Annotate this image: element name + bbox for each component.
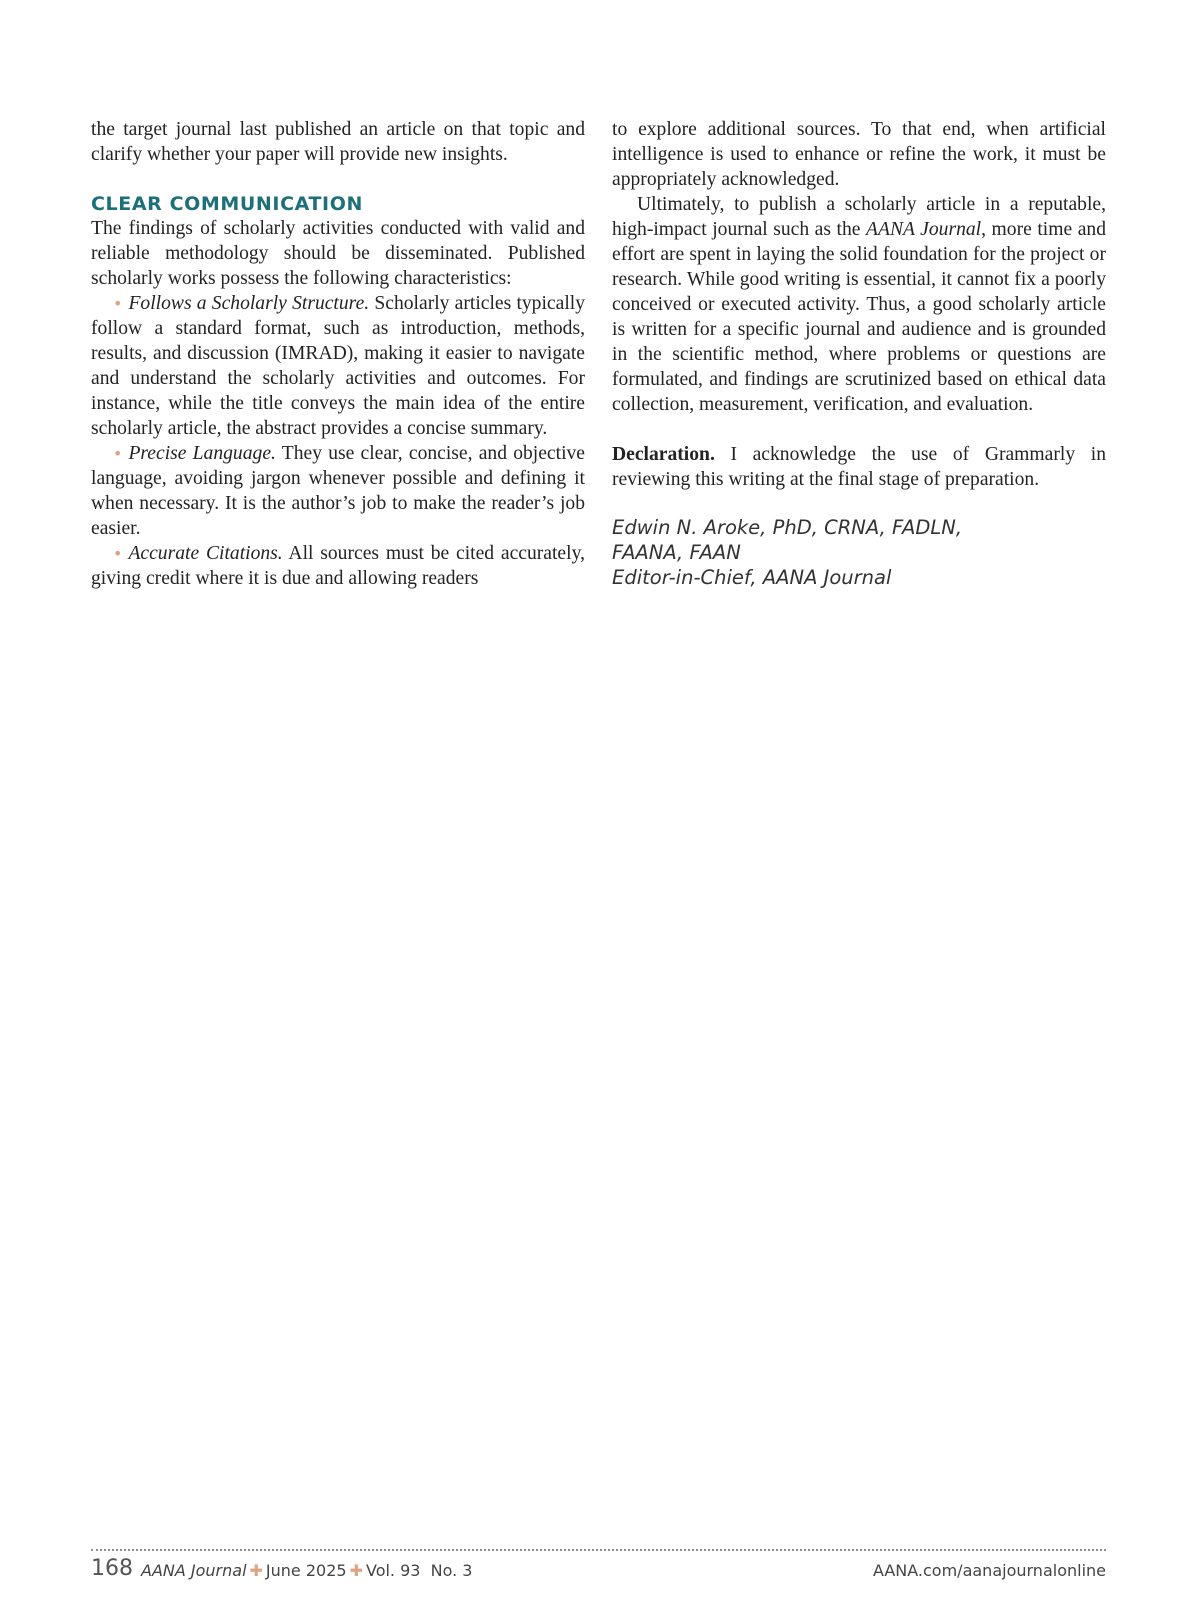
- continued-paragraph: to explore additional sources. To that end, when artificial intelligence is used to enhance or refine the work, it must be appropriately acknowledged.: [612, 119, 1106, 190]
- journal-name-italic: AANA Journal: [866, 219, 982, 240]
- bullet-text: They use clear, concise, and objective language, avoiding jargon whenever possible and defining it when necessary. It is the author’s job to make the reader’s job easier.: [91, 443, 586, 539]
- cross-separator-icon: ✚: [249, 1561, 263, 1580]
- signature-credentials: FAANA, FAAN: [612, 541, 741, 564]
- journal-citation: [141, 1561, 472, 1580]
- bullet-dot-icon: •: [113, 294, 123, 313]
- bullet-item: [91, 541, 585, 591]
- issue-volume: Vol. 93 No. 3: [365, 1561, 473, 1580]
- declaration-label: Declaration.: [612, 444, 715, 465]
- right-column: [612, 117, 1106, 590]
- journal-url[interactable]: AANA.com/aanajournalonline: [872, 1561, 1106, 1580]
- bullet-dot-icon: •: [113, 444, 123, 463]
- section-heading: CLEAR COMMUNICATION: [91, 193, 363, 215]
- bullet-item: [91, 441, 585, 541]
- conclusion-text-start: Ultimately, to publish a scholarly article in a reputable, high-impact journal such as the: [612, 194, 1106, 240]
- declaration-paragraph: [612, 442, 1106, 492]
- conclusion-paragraph: [612, 192, 1106, 417]
- signature-name: Edwin N. Aroke, PhD, CRNA, FADLN,: [612, 516, 963, 539]
- intro-paragraph: the target journal last published an article on that topic and clarify whether your paper will provide new insights.: [91, 119, 585, 165]
- page-number: 168: [91, 1556, 133, 1581]
- declaration-text: I acknowledge the use of Grammarly in reviewing this writing at the final stage of preparation.: [612, 444, 1106, 490]
- body-paragraph: The findings of scholarly activities conducted with valid and reliable methodology should be disseminated. Published scholarly works possess the following characteristics:: [91, 218, 585, 289]
- signature-block: [612, 515, 1106, 590]
- page-footer: [91, 1557, 1106, 1587]
- bullet-lead: Accurate Citations.: [128, 543, 283, 564]
- issue-date: June 2025: [265, 1561, 347, 1580]
- bullet-lead: Follows a Scholarly Structure.: [128, 293, 370, 314]
- bullet-text: All sources must be cited accurately, giving credit where it is due and allowing readers: [91, 543, 585, 589]
- bullet-lead: Precise Language.: [128, 443, 276, 464]
- conclusion-text-end: , more time and effort are spent in laying the solid foundation for the project or research. While good writing is essential, it cannot fix a poorly conceived or executed activity. Thus, a good scholarly article is written for a specific journal and audience and is grounded in the scientific method, where problems or questions are formulated, and findings are scrutinized based on ethical data collection, measurement, verification, and evaluation.: [612, 219, 1106, 415]
- bullet-text: Scholarly articles typically follow a standard format, such as introduction, methods, results, and discussion (IMRAD), making it easier to navigate and understand the scholarly activities and outcomes. For instance, while the title conveys the main idea of the entire scholarly article, the abstract provides a concise summary.: [91, 293, 585, 439]
- journal-name: AANA Journal: [141, 1561, 247, 1580]
- left-column: [91, 117, 585, 591]
- cross-separator-icon: ✚: [349, 1561, 363, 1580]
- footer-divider: [91, 1549, 1106, 1551]
- signature-title: Editor-in-Chief, AANA Journal: [612, 566, 892, 589]
- bullet-item: [91, 291, 585, 441]
- bullet-dot-icon: •: [113, 544, 123, 563]
